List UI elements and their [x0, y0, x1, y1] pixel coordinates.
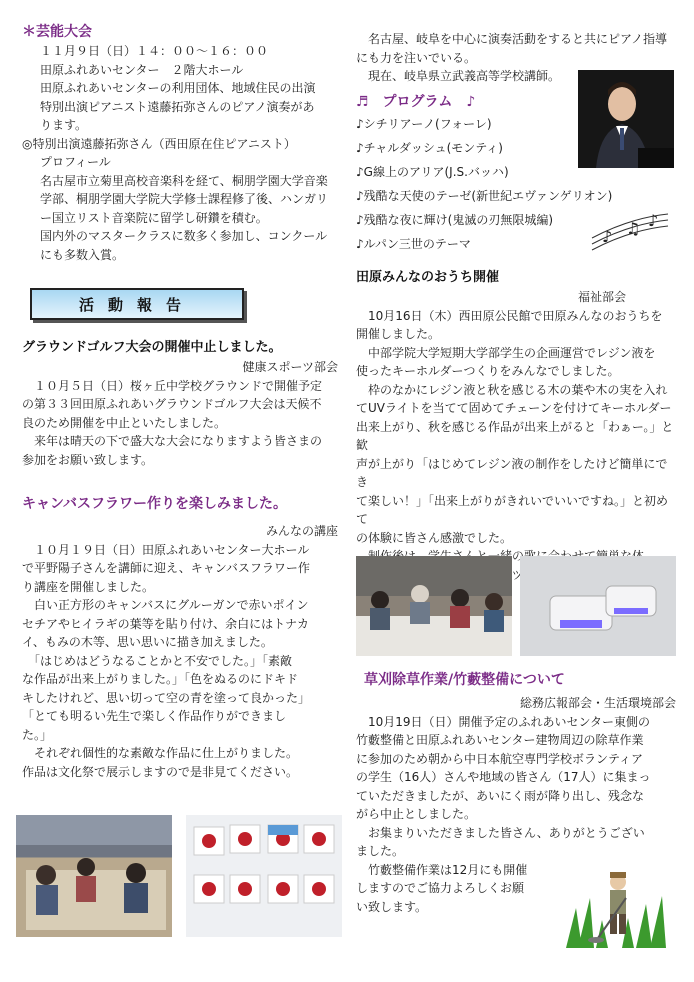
- golf-line: 来年は晴天の下で盛大な大会になりますよう皆さまの: [22, 434, 323, 448]
- intro-line: 名古屋、岐阜を中心に演奏活動をすると共にピアノ指導: [356, 32, 668, 46]
- canvas-line: セチアやヒイラギの葉等を貼り付け、余白にはトナカ: [22, 616, 309, 631]
- canvas-workshop-photo: [16, 815, 172, 937]
- kusakari-title: 草刈除草作業/竹藪整備について: [364, 672, 565, 688]
- ouchi-line: 声が上がり「はじめてレジン液の制作をしたけど簡単にでき: [356, 456, 668, 489]
- canvas-line: １０月１９日（日）田原ふれあいセンター大ホール: [22, 542, 310, 557]
- kusakari-closing-line: しますのでご協力よろしくお願: [356, 881, 525, 895]
- program-item: ♪チャルダッシュ(モンティ): [356, 140, 503, 155]
- golf-line: の第３３回田原ふれあいグラウンドゴルフ大会は天候不: [22, 397, 322, 411]
- ouchi-line: てUVライトを当てて固めてチェーンを付けてキーホルダー: [356, 401, 672, 415]
- geinou-line: 特別出演ピアニスト遠藤拓弥さんのピアノ演奏があ: [40, 99, 315, 114]
- geinou-line: ります。: [40, 118, 88, 132]
- ouchi-line: 出来上がり、秋を感じる作品が出来上がると「わぁー。」と歓: [356, 419, 674, 452]
- profile-line: 国内外のマスタークラスに数多く参加し、コンクール: [40, 229, 328, 243]
- kusakari-line: 竹藪整備と田原ふれあいセンター建物周辺の除草作業: [356, 733, 644, 747]
- pianist-portrait: [578, 70, 674, 168]
- profile-line: ー国立リスト音楽院に留学し研鑽を積む。: [40, 210, 268, 225]
- geinou-line: 田原ふれあいセンター ２階大ホール: [40, 62, 244, 77]
- kusakari-line: に参加のため朝から中日本航空専門学校ボランティア: [356, 751, 644, 766]
- canvas-line: で平野陽子さんを講師に迎え、キャンバスフラワー作: [22, 561, 310, 575]
- kusakari-line: の学生（16人）さんや地域の皆さん（17人）に集まっ: [356, 770, 651, 784]
- canvas-line: 作品は文化祭で展示しますので是非見てください。: [22, 764, 299, 779]
- golf-section: [22, 338, 338, 469]
- uv-light-photo: [520, 556, 676, 656]
- golf-line: 良のため開催を中止といたしました。: [22, 415, 227, 430]
- canvas-line: 「とても明るい先生で楽しく作品作りができまし: [22, 709, 287, 723]
- profile-line: 学部、桐朋学園大学院大学修士課程修了後、ハンガリ: [40, 192, 329, 206]
- ouchi-line: 開催しました。: [356, 327, 441, 341]
- kusakari-line: ていただきましたが、あいにく雨が降り出し、残念な: [356, 788, 645, 803]
- canvas-line: な作品が出来上がりました。」「色をぬるのにドキド: [22, 672, 299, 686]
- workshop-scene: [16, 815, 172, 937]
- canvas-line: 白い正方形のキャンバスにグルーガンで赤いポイン: [22, 598, 309, 612]
- canvas-line: それぞれ個性的な素敵な作品に仕上がりました。: [22, 746, 299, 760]
- canvas-line: 「はじめはどうなることかと不安でした。」「素敵: [22, 653, 293, 668]
- kusakari-dept: 総務広報部会・生活環境部会: [519, 696, 676, 710]
- profile-line: にも多数入賞。: [40, 247, 125, 262]
- ouchi-line: 枠のなかにレジン液と秋を感じる木の葉や木の実を入れ: [356, 382, 668, 397]
- canvas-artworks-photo: [186, 815, 342, 937]
- kusakari-closing-line: 竹藪整備作業は12月にも開催: [356, 862, 528, 877]
- canvas-section: [22, 494, 338, 781]
- uv-light-scene: [520, 556, 676, 656]
- geinou-title: ＊芸能大会: [22, 24, 92, 40]
- intro-line: 現在、岐阜県立武義高等学校講師。: [356, 69, 561, 83]
- ouchi-line: 使ったキーホルダーつくりをみんなでしました。: [356, 364, 620, 378]
- geinou-line: 田原ふれあいセンターの利用団体、地域住民の出演: [40, 81, 316, 95]
- ouchi-line: て楽しい！」「出来上がりがきれいでいいですね。」と初めて: [356, 493, 669, 526]
- ouchi-line: 10月16日（木）西田原公民館で田原みんなのおうちを: [356, 308, 663, 323]
- canvas-line: り講座を開催しました。: [22, 579, 155, 594]
- profile-label: プロフィール: [40, 155, 111, 169]
- intro-line: にも力を注いでいる。: [356, 50, 477, 65]
- golf-dept: 健康スポーツ部会: [242, 360, 338, 374]
- svg-text:♪: ♪: [602, 227, 613, 246]
- golf-line: 参加をお願い致します。: [22, 452, 154, 467]
- geinou-line: １１月９日（日）１４：００〜１６：００: [40, 44, 269, 58]
- golf-line: １０月５日（日）桜ヶ丘中学校グラウンドで開催予定: [22, 378, 323, 393]
- canvas-line: キしたけれど、思い切って空の青を塗って良かった」: [22, 690, 311, 705]
- kusakari-line: お集まりいただきました皆さん、ありがとうござい: [356, 825, 645, 840]
- kusakari-line: がら中止としました。: [356, 807, 477, 821]
- geinou-body: [22, 42, 338, 135]
- profile-line: 名古屋市立菊里高校音楽科を経て、桐朋学園大学音楽: [40, 173, 328, 188]
- program-item: ♪シチリアーノ(フォーレ): [356, 116, 492, 131]
- program-item: ♪残酷な夜に輝け(鬼滅の刃無限城編): [356, 212, 554, 227]
- music-notes-icon: [590, 208, 670, 252]
- ouchi-line: の体験に皆さん感激でした。: [356, 530, 513, 545]
- canvas-line: た。」: [22, 727, 53, 742]
- profile-block: [22, 153, 338, 264]
- activity-report-banner: 活動報告: [30, 288, 244, 320]
- program-item: ♪G線上のアリア(J.S.バッハ): [356, 164, 509, 179]
- special-performer: ◎特別出演遠藤拓弥さん（西田原在住ピアニスト）: [22, 136, 296, 151]
- svg-text:♪: ♪: [648, 211, 659, 230]
- program-item: ♪ルパン三世のテーマ: [356, 236, 471, 251]
- svg-text:♫: ♫: [626, 219, 641, 238]
- ouchi-line: 中部学院大学短期大学部学生の企画運営でレジン液を: [356, 345, 656, 360]
- ouchi-section: [356, 268, 676, 603]
- ouchi-title: 田原みんなのおうち開催: [356, 270, 500, 285]
- artworks-scene: [186, 815, 342, 937]
- canvas-line: イ、もみの木等、思い思いに描き加えました。: [22, 635, 273, 649]
- left-column: [22, 22, 338, 264]
- golf-title: グラウンドゴルフ大会の開催中止しました。: [22, 340, 282, 355]
- program-item: ♪残酷な天使のテーゼ(新世紀エヴァンゲリオン): [356, 188, 613, 203]
- pianist-figure: [578, 70, 674, 168]
- kusakari-line: 10月19日（日）開催予定のふれあいセンター東側の: [356, 714, 651, 729]
- ouchi-dept: 福祉部会: [577, 290, 626, 304]
- kusakari-line: ました。: [356, 844, 405, 858]
- resin-workshop-scene: [356, 556, 512, 656]
- resin-workshop-photo: [356, 556, 512, 656]
- grass-cutter-illustration: [566, 868, 670, 948]
- program-title: ♬ プログラム ♪: [356, 93, 476, 110]
- canvas-dept: みんなの講座: [265, 524, 338, 538]
- canvas-title: キャンバスフラワー作りを楽しみました。: [22, 496, 288, 512]
- kusakari-closing-line: い致します。: [356, 899, 428, 914]
